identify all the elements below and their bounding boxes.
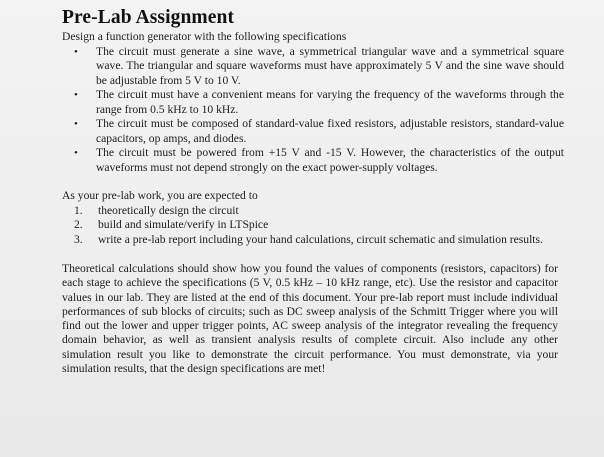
- specification-text: The circuit must be composed of standard-value fixed resistors, adjustable resistors, standard-value capacitors, op amps, and diodes.: [96, 117, 564, 145]
- list-item: [62, 218, 564, 233]
- task-number: 3.: [74, 232, 83, 246]
- bullet-icon: •: [74, 147, 78, 159]
- list-item: [62, 146, 564, 175]
- bullet-icon: •: [74, 118, 78, 130]
- task-number: 2.: [74, 218, 83, 231]
- tasks-list: [62, 204, 564, 248]
- specification-text: The circuit must have a convenient means for varying the frequency of the waveforms through the range from 0.5 kHz to 10 kHz.: [96, 88, 564, 116]
- list-item: [62, 88, 564, 117]
- list-item: [62, 45, 564, 89]
- task-text: theoretically design the circuit: [98, 203, 239, 217]
- list-item: [62, 117, 564, 146]
- page-title: Pre-Lab Assignment: [62, 7, 235, 28]
- task-text: build and simulate/verify in LTSpice: [98, 218, 269, 231]
- list-item: [62, 204, 564, 219]
- task-number: 1.: [74, 203, 83, 217]
- intro-text: Design a function generator with the following specifications: [62, 30, 347, 43]
- specification-text: The circuit must be powered from +15 V and -15 V. However, the characteristics of the output waveforms must not depend strongly on the exact power-supply voltages.: [96, 146, 564, 174]
- specifications-list: [62, 45, 564, 176]
- closing-paragraph: Theoretical calculations should show how you found the values of components (resistors, capacitors) for each stage to achieve the specifications (5 V, 0.5 kHz – 10 kHz range, etc). Use the resistor and capacitor values in our lab. They are listed at the end of this document. Your pre-lab report must include individual performances of sub blocks of circuits; such as DC sweep analysis of the Schmitt Trigger where you will find out the lower and upper trigger points, AC sweep analysis of the integrator revealing the frequency domain behavior, as well as transient analysis results of complete circuit. Also include any other simulation result you like to demonstrate the circuit performance. You must demonstrate, via your simulation results, that the design specifications are met!: [62, 262, 558, 376]
- tasks-lead: As your pre-lab work, you are expected to: [62, 189, 258, 202]
- bullet-icon: •: [74, 89, 78, 101]
- task-text: write a pre-lab report including your hand calculations, circuit schematic and simulation results.: [98, 232, 543, 246]
- bullet-icon: •: [74, 45, 78, 58]
- list-item: [62, 233, 564, 248]
- specification-text: The circuit must generate a sine wave, a symmetrical triangular wave and a symmetrical square wave. The triangular and square waveforms must have approximately 5 V and the sine wave should be adjustable from 5 V to 10 V.: [96, 44, 564, 87]
